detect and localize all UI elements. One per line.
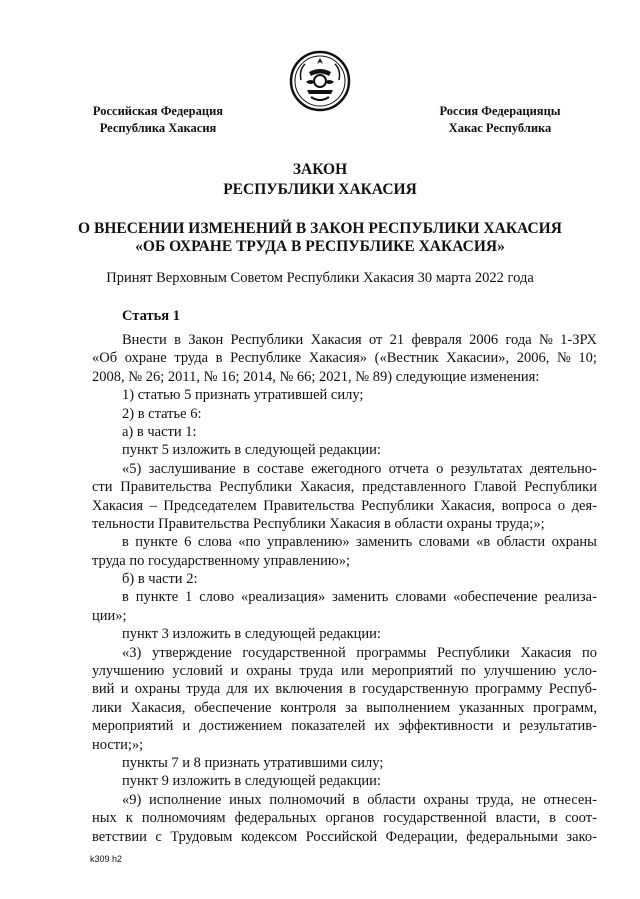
header-left bbox=[78, 103, 238, 137]
body-line: 2) в статье 6: bbox=[122, 405, 202, 422]
header-left-line1: Российская Федерация bbox=[92, 104, 224, 118]
body-line: пункты 7 и 8 признать утратившими силу; bbox=[122, 754, 384, 771]
doc-title-line1: ЗАКОН bbox=[292, 161, 348, 178]
body-line: Хакасия – Председателем Правительства Республики Хакасия, вопроса о дея- bbox=[92, 497, 597, 514]
body-line: улучшению условий и охраны труда или мероприятий по улучшению усло- bbox=[92, 663, 597, 680]
doc-title-line2: РЕСПУБЛИКИ ХАКАСИЯ bbox=[223, 181, 417, 198]
doc-subject-line1: О ВНЕСЕНИИ ИЗМЕНЕНИЙ В ЗАКОН РЕСПУБЛИКИ ХАКАСИЯ bbox=[78, 220, 562, 237]
body-line: «9) исполнение иных полномочий в области охраны труда, не отнесен- bbox=[122, 791, 597, 808]
body-line: ности;»; bbox=[92, 736, 144, 753]
body-line: 1) статью 5 признать утратившей силу; bbox=[122, 387, 364, 404]
body-line: пункт 3 изложить в следующей редакции: bbox=[122, 626, 381, 643]
body-line: «5) заслушивание в составе ежегодного отчета о результатах деятельно- bbox=[122, 460, 597, 477]
doc-subject-line2: «ОБ ОХРАНЕ ТРУДА В РЕСПУБЛИКЕ ХАКАСИЯ» bbox=[135, 238, 505, 255]
body-line: в пункте 6 слова «по управлению» заменить словами «в области охраны bbox=[122, 534, 597, 551]
body-line: ных к полномочиям федеральных органов государственной власти, в соот- bbox=[92, 810, 597, 827]
body-line: а) в части 1: bbox=[122, 423, 197, 440]
body-line: Внести в Закон Республики Хакасия от 21 февраля 2006 года № 1-ЗРХ bbox=[122, 332, 597, 348]
header-right-line2: Хакас Республика bbox=[448, 121, 552, 135]
article-heading: Статья 1 bbox=[122, 308, 180, 324]
header-right-line1: Россия Федерацияцы bbox=[439, 104, 561, 118]
article-body bbox=[92, 331, 597, 846]
body-line: сти Правительства Республики Хакасия, представленного Главой Республики bbox=[92, 479, 597, 496]
body-line: лики Хакасия, обеспечение контроля за выполнением указанных программ, bbox=[92, 699, 597, 716]
coat-of-arms-icon bbox=[289, 50, 351, 112]
body-line: мероприятий и достижением показателей их эффективности и результатив- bbox=[92, 718, 597, 735]
adoption-line: Принят Верховным Советом Республики Хакасия 30 марта 2022 года bbox=[106, 270, 534, 286]
body-line: «Об охране труда в Республике Хакасия» («Вестник Хакасии», 2006, № 10; bbox=[92, 350, 597, 367]
header-right bbox=[420, 103, 580, 137]
footer-code: k309 h2 bbox=[90, 854, 123, 864]
body-line: «3) утверждение государственной программы Республики Хакасия по bbox=[122, 644, 597, 661]
body-line: труда по государственному управлению»; bbox=[92, 552, 350, 569]
body-line: тельности Правительства Республики Хакасия в области охраны труда;»; bbox=[92, 515, 545, 532]
body-line: 2008, № 26; 2011, № 16; 2014, № 66; 2021, № 89) следующие изменения: bbox=[92, 368, 540, 385]
body-line: в пункте 1 слово «реализация» заменить словами «обеспечение реализа- bbox=[122, 589, 597, 606]
body-line: пункт 9 изложить в следующей редакции: bbox=[122, 773, 381, 790]
header-left-line2: Республика Хакасия bbox=[99, 121, 217, 135]
body-line: пункт 5 изложить в следующей редакции: bbox=[122, 442, 381, 459]
body-line: ветствии с Трудовым кодексом Российской Федерации, федеральными зако- bbox=[92, 828, 597, 845]
body-line: вий и охраны труда для их включения в государственную программу Респуб- bbox=[92, 681, 597, 698]
body-line: б) в части 2: bbox=[122, 571, 198, 588]
body-line: ции»; bbox=[92, 607, 127, 624]
